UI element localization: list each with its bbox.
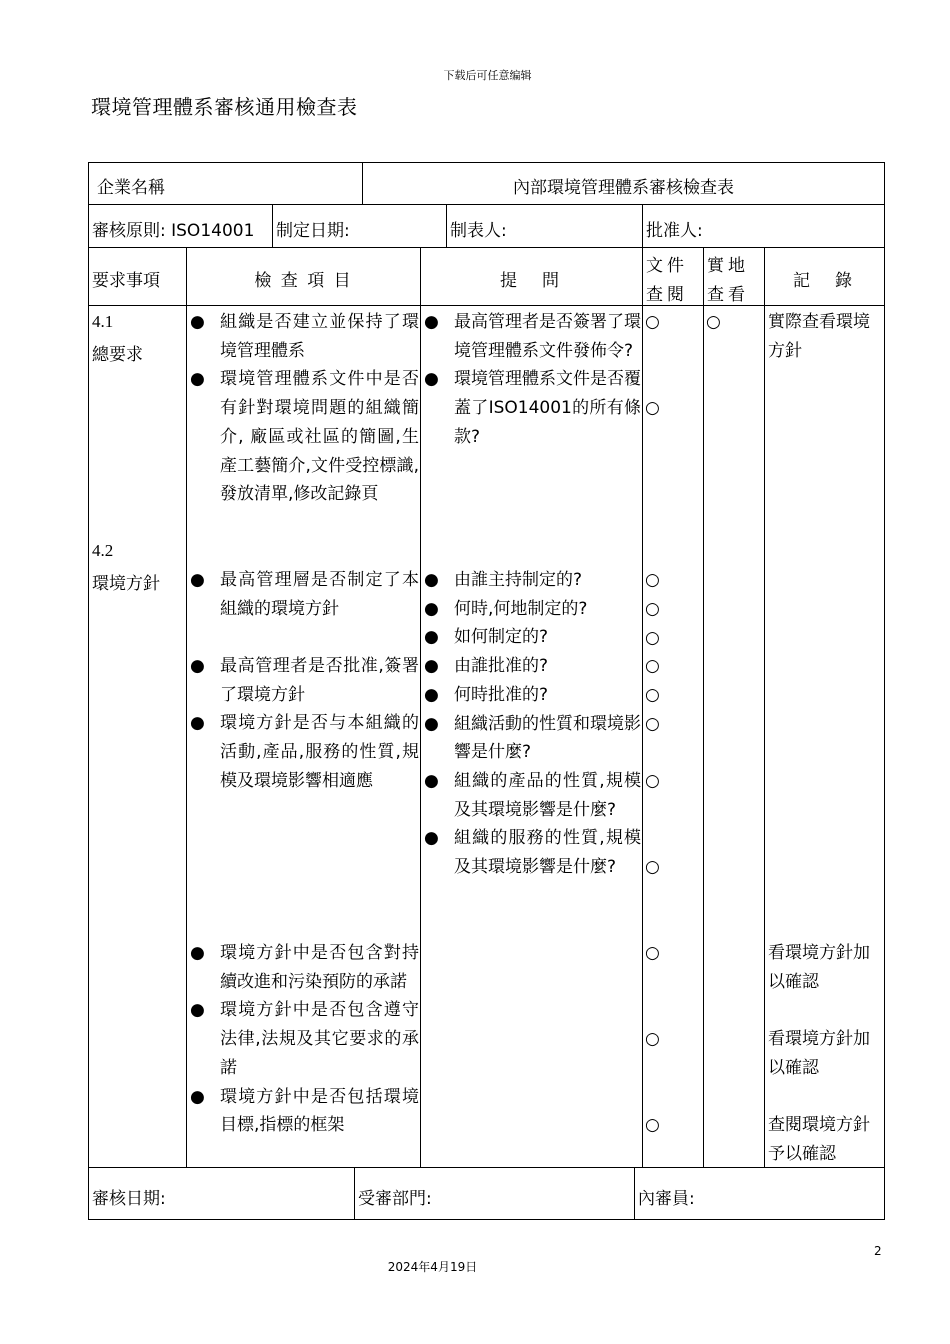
doc-review-checkbox[interactable]: ○ bbox=[645, 599, 660, 619]
question-item: ● 組織活動的性質和環境影響是什麼? bbox=[424, 713, 641, 763]
record-entry: 查閱環境方針予以確認 bbox=[768, 1115, 870, 1164]
doc-review-checkbox[interactable]: ○ bbox=[645, 312, 660, 332]
document-title: 環境管理體系審核通用檢查表 bbox=[91, 95, 358, 119]
check-item: ● 環境方針中是否包含遵守法律,法規及其它要求的承諾 bbox=[190, 1000, 419, 1078]
question-item: ● 由誰批准的? bbox=[424, 656, 549, 677]
question-item: ● 最高管理者是否簽署了環境管理體系文件發佈令? bbox=[424, 312, 641, 361]
check-item: ● 環境方針中是否包含對持續改進和污染預防的承諾 bbox=[190, 943, 419, 992]
col-header-doc-review-1: 文件 bbox=[646, 256, 688, 276]
question-item: ● 如何制定的? bbox=[424, 627, 549, 648]
check-item: ● 環境方針中是否包括環境目標,指標的框架 bbox=[190, 1086, 419, 1136]
questions-4-1 bbox=[424, 308, 641, 452]
check-item: ● 組織是否建立並保持了環境管理體系 bbox=[190, 312, 419, 361]
col-divider bbox=[703, 247, 704, 1167]
col-header-site-check-2: 查看 bbox=[707, 285, 749, 305]
check-items-4-2-b bbox=[190, 652, 419, 796]
record-entry: 看環境方針加以確認 bbox=[768, 1029, 870, 1078]
audited-department-label: 受審部門: bbox=[358, 1189, 432, 1209]
row-divider bbox=[89, 1167, 884, 1168]
col-header-check-items: 檢 查 項 目 bbox=[254, 271, 353, 291]
doc-review-checkbox[interactable]: ○ bbox=[645, 943, 660, 963]
col-divider bbox=[634, 1167, 635, 1220]
internal-auditor-label: 內審員: bbox=[638, 1189, 695, 1209]
audit-date-label: 審核日期: bbox=[92, 1189, 166, 1209]
doc-review-checkbox[interactable]: ○ bbox=[645, 771, 660, 791]
col-header-requirement: 要求事項 bbox=[92, 271, 160, 291]
page-number: 2 bbox=[874, 1244, 882, 1258]
col-header-doc-review-2: 查閱 bbox=[646, 285, 688, 305]
col-header-site-check-1: 實地 bbox=[707, 256, 749, 276]
audit-principle-label: 審核原則: ISO14001 bbox=[92, 221, 255, 241]
company-name-label: 企業名稱 bbox=[97, 178, 165, 198]
approver-label: 批准人: bbox=[646, 221, 703, 241]
footer-date: 2024年4月19日 bbox=[387, 1260, 478, 1274]
header-note: 下载后可任意编辑 bbox=[443, 69, 532, 82]
doc-review-checkbox[interactable]: ○ bbox=[645, 714, 660, 734]
check-items-4-2-a bbox=[190, 566, 419, 623]
doc-review-checkbox[interactable]: ○ bbox=[645, 1115, 660, 1135]
doc-review-checkbox[interactable]: ○ bbox=[645, 628, 660, 648]
form-maker-label: 制表人: bbox=[450, 221, 507, 241]
clause-name-general-requirements: 總要求 bbox=[92, 345, 143, 365]
col-divider bbox=[764, 247, 765, 1167]
question-item: ● 組織的服務的性質,規模及其環境影響是什麼? bbox=[424, 828, 641, 878]
doc-review-checkbox[interactable]: ○ bbox=[645, 398, 660, 418]
check-items-4-2-c bbox=[190, 939, 419, 1140]
row-divider bbox=[89, 204, 884, 205]
doc-review-checkbox[interactable]: ○ bbox=[645, 857, 660, 877]
col-divider bbox=[272, 204, 273, 247]
clause-number-4-2: 4.2 bbox=[92, 541, 114, 560]
col-divider bbox=[420, 247, 421, 1167]
col-divider bbox=[642, 247, 643, 1167]
col-header-questions: 提 問 bbox=[500, 271, 563, 291]
question-item: ● 何時,何地制定的? bbox=[424, 598, 588, 619]
doc-review-checkbox[interactable]: ○ bbox=[645, 685, 660, 705]
record-entry: 看環境方針加以確認 bbox=[768, 943, 870, 992]
check-item: ● 最高管理層是否制定了本組織的環境方針 bbox=[190, 570, 419, 619]
col-header-record: 記 錄 bbox=[793, 271, 856, 291]
question-item: ● 環境管理體系文件是否覆蓋了ISO14001的所有條款? bbox=[424, 369, 641, 447]
col-divider bbox=[354, 1167, 355, 1220]
doc-review-checkbox[interactable]: ○ bbox=[645, 656, 660, 676]
doc-review-checkbox[interactable]: ○ bbox=[645, 1029, 660, 1049]
checklist-table bbox=[88, 162, 885, 1220]
check-item: ● 環境方針是否与本組織的活動,產品,服務的性質,規模及環境影響相適應 bbox=[190, 713, 419, 791]
site-check-checkbox[interactable]: ○ bbox=[706, 312, 721, 332]
question-item: ● 由誰主持制定的? bbox=[424, 570, 583, 590]
check-item: ● 最高管理者是否批准,簽署了環境方針 bbox=[190, 656, 419, 705]
col-divider bbox=[446, 204, 447, 247]
check-item: ● 環境管理體系文件中是否有針對環境問題的組織簡介, 廠區或社區的簡圖,生產工藝簡介,文件受控標識,發放清單,修改記錄頁 bbox=[190, 369, 419, 505]
clause-number-4-1: 4.1 bbox=[92, 312, 114, 331]
record-entry: 實際查看環境方針 bbox=[768, 312, 870, 361]
check-items-4-1 bbox=[190, 308, 419, 509]
question-item: ● 組織的產品的性質,規模及其環境影響是什麼? bbox=[424, 770, 641, 820]
col-divider bbox=[642, 204, 643, 247]
questions-4-2 bbox=[424, 566, 641, 882]
question-item: ● 何時批准的? bbox=[424, 684, 549, 705]
col-divider bbox=[186, 247, 187, 1167]
doc-review-checkbox[interactable]: ○ bbox=[645, 570, 660, 590]
set-date-label: 制定日期: bbox=[276, 221, 350, 241]
form-title: 內部環境管理體系審核檢查表 bbox=[513, 178, 734, 198]
clause-name-environmental-policy: 環境方針 bbox=[92, 574, 160, 594]
